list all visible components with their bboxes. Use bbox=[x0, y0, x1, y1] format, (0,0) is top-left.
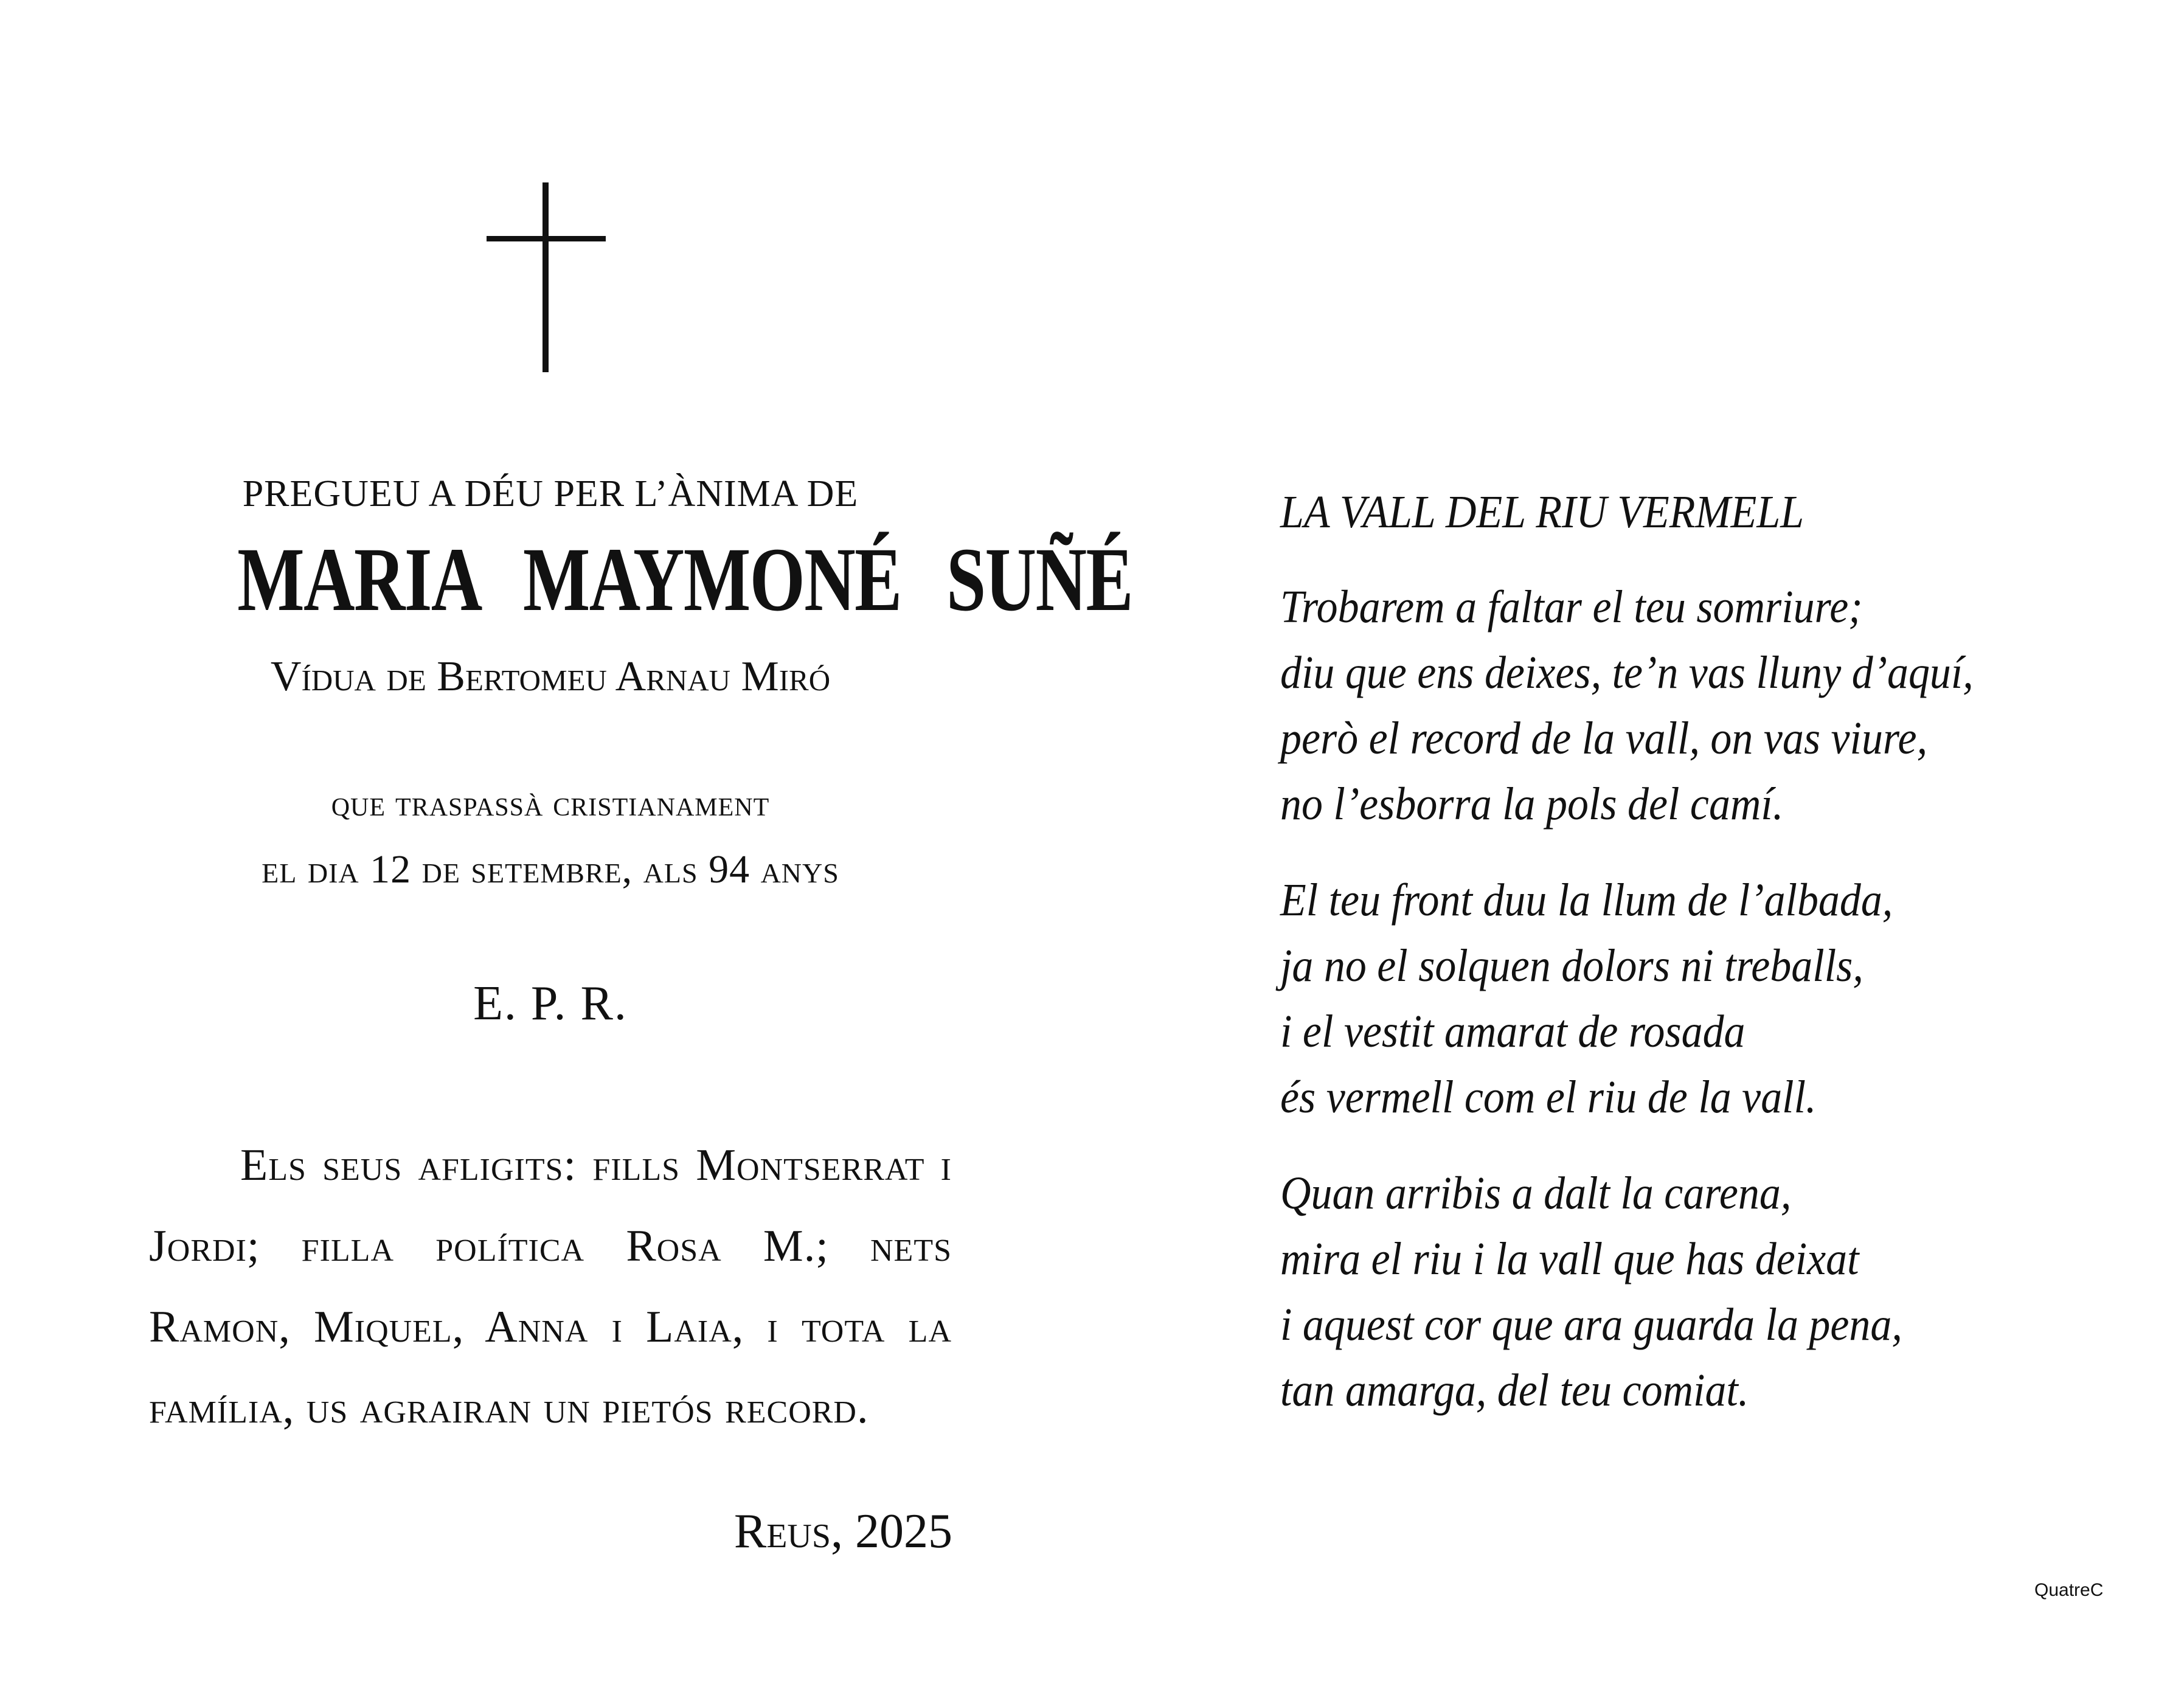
cross-horizontal-bar bbox=[487, 236, 606, 241]
poem-line: tan amarga, del teu comiat. bbox=[1280, 1365, 1749, 1416]
poem-title: LA VALL DEL RIU VERMELL bbox=[1280, 487, 1804, 538]
place-and-year: Reus, 2025 bbox=[733, 1505, 952, 1558]
poem-line: però el record de la vall, on vas viure, bbox=[1280, 713, 1928, 764]
passing-line-2: el dia 12 de setembre, als 94 anys bbox=[262, 847, 839, 892]
poem-line: Quan arribis a dalt la carena, bbox=[1280, 1168, 1792, 1219]
poem-stanza-3 bbox=[1280, 1160, 2071, 1423]
poem-line: i el vestit amarat de rosada bbox=[1280, 1006, 1745, 1057]
poem-line: diu que ens deixes, te’n vas lluny d’aquí, bbox=[1280, 647, 1974, 698]
deceased-name: MARIA MAYMONÉ SUÑÉ bbox=[237, 529, 1132, 630]
poem-line: ja no el solquen dolors ni treballs, bbox=[1280, 940, 1863, 991]
poem-line: no l’esborra la pols del camí. bbox=[1280, 778, 1784, 830]
poem-stanza-1 bbox=[1280, 574, 2071, 837]
poem bbox=[1280, 479, 2071, 1454]
mourners-paragraph: Els seus afligits: fills Montserrat i Jordi; filla política Rosa M.; nets Ramon, Miquel, Anna i Laia, i tota la família, us agrairan un pietós record. bbox=[149, 1140, 952, 1433]
poem-line: és vermell com el riu de la vall. bbox=[1280, 1072, 1817, 1123]
poem-line: mira el riu i la vall que has deixat bbox=[1280, 1233, 1859, 1284]
prayer-line: PREGUEU A DÉU PER L’ÀNIMA DE bbox=[242, 473, 859, 515]
widow-line: Vídua de Bertomeu Arnau Miró bbox=[270, 653, 831, 700]
poem-line: i aquest cor que ara guarda la pena, bbox=[1280, 1299, 1902, 1350]
passing-line-1: que traspassà cristianament bbox=[331, 783, 770, 823]
cross-vertical-bar bbox=[543, 182, 549, 372]
printer-mark: QuatreC bbox=[2034, 1580, 2104, 1600]
epr-abbreviation: E. P. R. bbox=[473, 977, 628, 1030]
poem-line: Trobarem a faltar el teu somriure; bbox=[1280, 581, 1863, 633]
latin-cross-icon bbox=[487, 182, 608, 372]
poem-line: El teu front duu la llum de l’albada, bbox=[1280, 875, 1893, 926]
poem-stanza-2 bbox=[1280, 867, 2071, 1130]
